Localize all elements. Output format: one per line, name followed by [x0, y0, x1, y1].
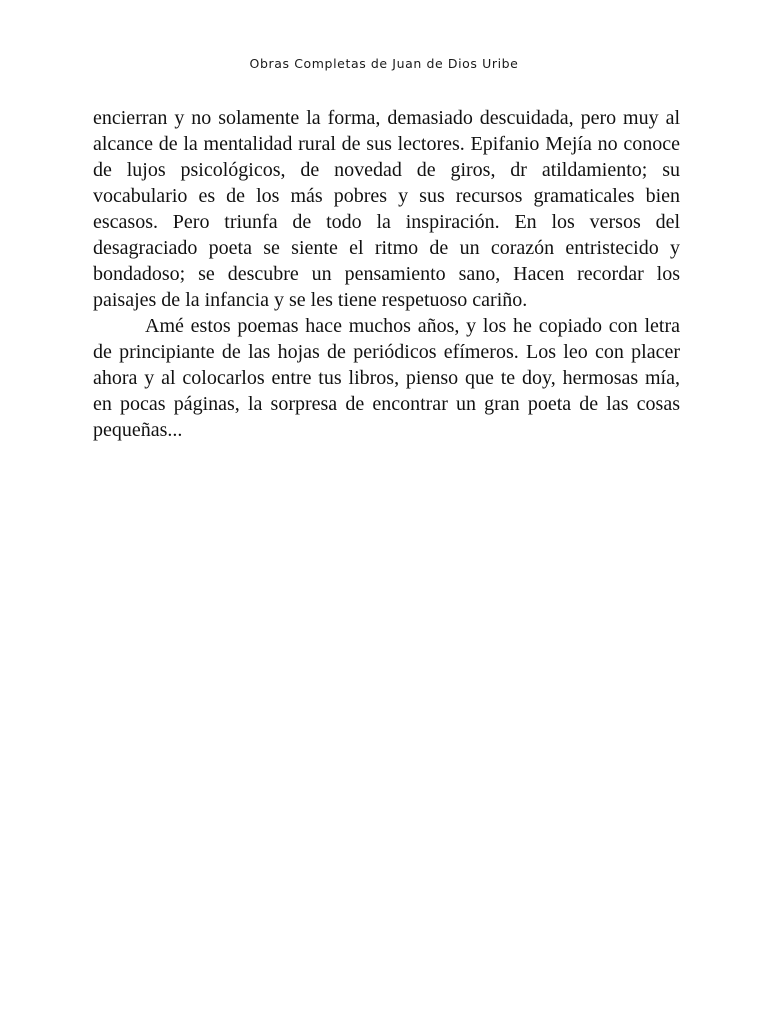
paragraph-closing: Amé estos poemas hace muchos años, y los he copiado con letra de principiante de las hojas de periódicos efímeros. Los leo con placer ahora y al colocarlos entre tus libros, pienso que te doy, hermosas mía, en pocas páginas, la sorpresa de encontrar un gran poeta de las cosas pequeñas...	[93, 315, 680, 441]
paragraph-continued: encierran y no solamente la forma, demasiado descuidada, pero muy al alcance de la mentalidad rural de sus lectores. Epifanio Mejía no conoce de lujos psicológicos, de novedad de giros, dr atildamiento; su vocabulario es de los más pobres y sus recursos gramaticales bien escasos. Pero triunfa de todo la inspiración. En los versos del desagraciado poeta se siente el ritmo de un corazón entristecido y bondadoso; se descubre un pensamiento sano, Hacen recordar los paisajes de la infancia y se les tiene respetuoso cariño.	[93, 107, 680, 311]
running-header: Obras Completas de Juan de Dios Uribe	[249, 56, 519, 71]
body-text	[93, 105, 680, 443]
